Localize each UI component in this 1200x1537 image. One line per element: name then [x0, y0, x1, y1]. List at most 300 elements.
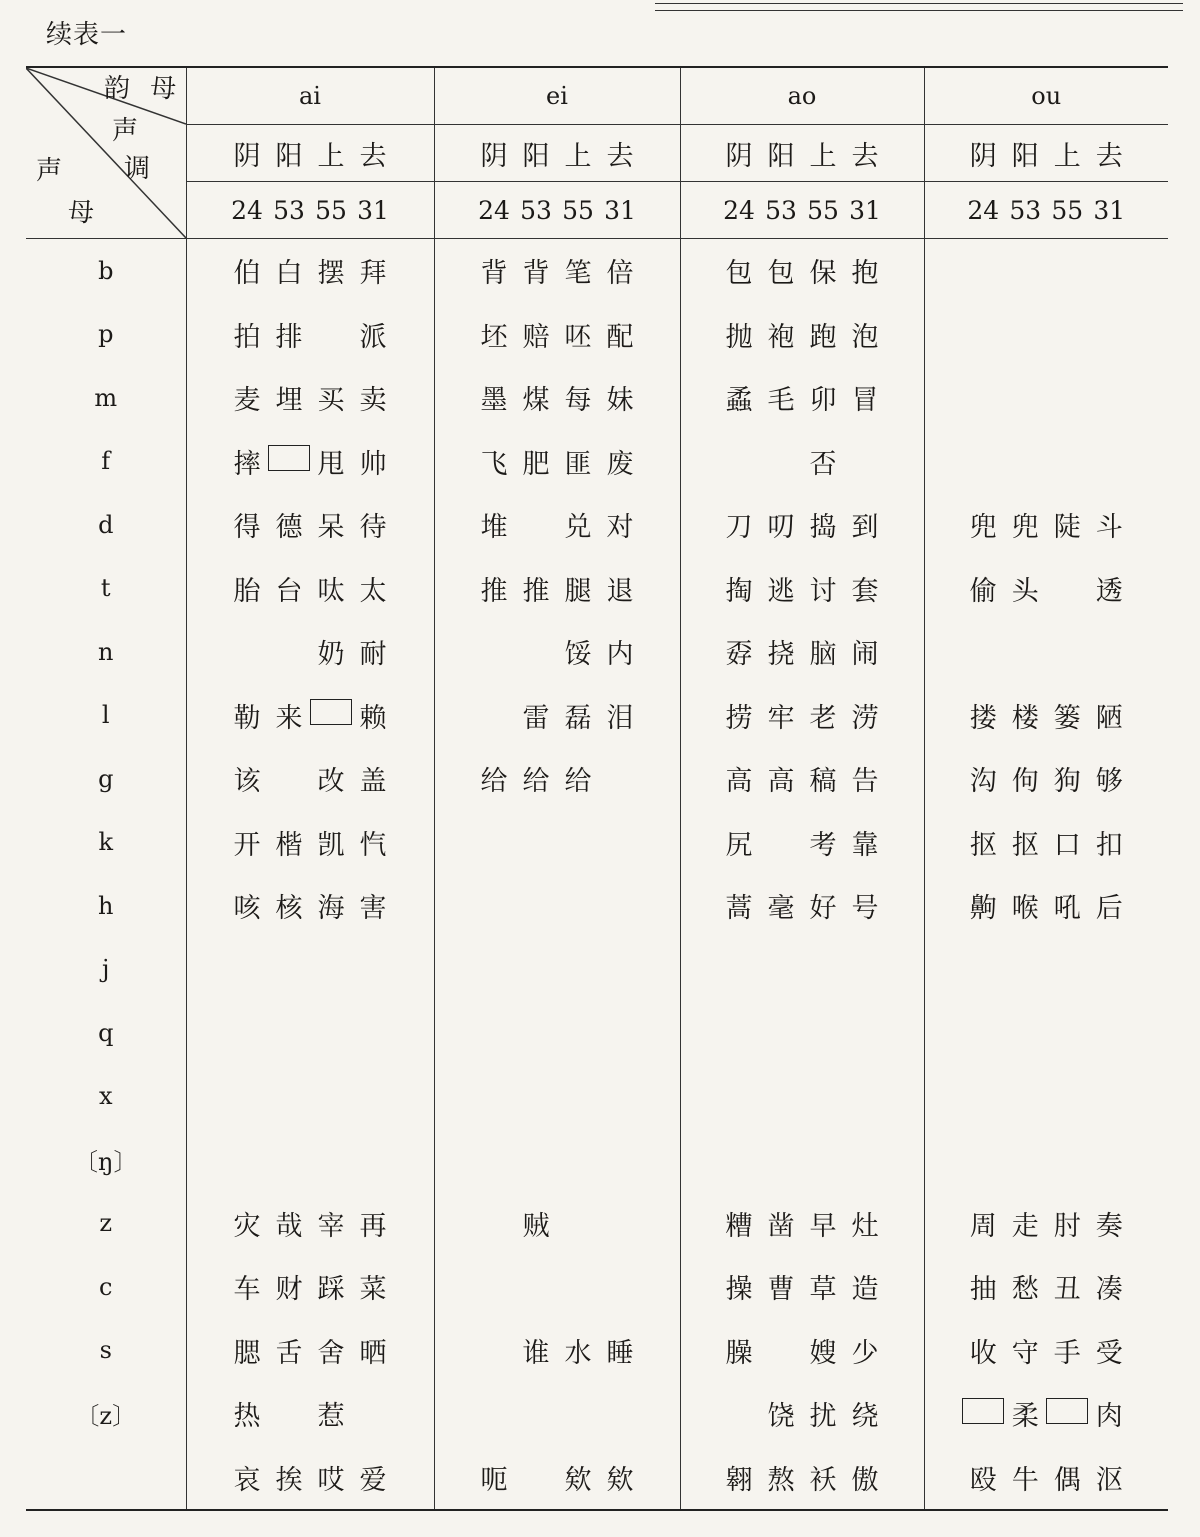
tone-char: 毫 — [767, 893, 795, 925]
initial-label: d — [26, 493, 186, 557]
tone-char: 欸 — [564, 1464, 592, 1496]
tone-char-group — [962, 886, 1130, 925]
syllable-cell — [680, 811, 924, 875]
tone-char: 排 — [275, 321, 303, 353]
tone-char: 偶 — [1053, 1464, 1081, 1496]
tone-char: 兑 — [564, 512, 592, 544]
tone-char-group — [226, 315, 394, 354]
tone-char-group — [962, 696, 1130, 735]
tone-char: 财 — [275, 1274, 303, 1306]
tone-char: 派 — [359, 321, 387, 353]
syllable-cell — [186, 874, 434, 938]
tone-char-group — [226, 823, 394, 862]
tone-char — [599, 759, 641, 798]
tone-char — [718, 442, 760, 481]
table-row — [26, 620, 1168, 684]
missing-char-box — [962, 1394, 1004, 1433]
corner-label-vowel: 韵 母 — [104, 74, 183, 104]
missing-char-box — [1046, 1394, 1088, 1433]
tone-char: 刀 — [725, 512, 753, 544]
syllable-cell — [680, 366, 924, 430]
tone-char: 袍 — [767, 321, 795, 353]
table-row — [26, 1255, 1168, 1319]
tone-char: 妹 — [606, 385, 634, 417]
initial-label: 〔ŋ〕 — [26, 1128, 186, 1192]
syllable-cell — [924, 1128, 1168, 1192]
tone-char: 狗 — [1053, 766, 1081, 798]
tone-char — [1046, 569, 1088, 608]
tone-char-group — [226, 759, 394, 798]
tone-char: 兜 — [1011, 512, 1039, 544]
tone-char-group — [718, 759, 886, 798]
tone-char: 晒 — [359, 1337, 387, 1369]
tone-char-group — [473, 632, 641, 671]
tone-char-group — [226, 1267, 394, 1306]
tone-char — [310, 315, 352, 354]
tone-char: 拍 — [233, 321, 261, 353]
initial-label — [26, 1446, 186, 1511]
syllable-cell — [680, 430, 924, 494]
syllable-cell — [434, 1319, 680, 1383]
table-row — [26, 1319, 1168, 1383]
tone-name-label: 去 — [359, 140, 387, 172]
syllable-cell — [186, 684, 434, 748]
initial-label: f — [26, 430, 186, 494]
tone-char: 翱 — [725, 1464, 753, 1496]
tone-char: 熬 — [767, 1464, 795, 1496]
initial-label: c — [26, 1255, 186, 1319]
tone-name-label: 阴 — [480, 140, 508, 172]
syllable-cell — [924, 303, 1168, 367]
tone-char: 殴 — [969, 1464, 997, 1496]
syllable-cell — [680, 1446, 924, 1511]
syllable-cell — [186, 1255, 434, 1319]
tone-char: 摆 — [317, 258, 345, 290]
tone-value-label: 31 — [357, 195, 389, 225]
syllable-cell — [186, 303, 434, 367]
tone-char: 爱 — [359, 1464, 387, 1496]
syllable-cell — [434, 239, 680, 303]
tone-char: 考 — [809, 829, 837, 861]
table-row — [26, 1192, 1168, 1256]
table-row — [26, 1446, 1168, 1511]
vowel-header-ao: ao — [680, 67, 924, 125]
syllable-cell — [186, 493, 434, 557]
syllable-cell — [680, 938, 924, 1002]
tone-value-label: 31 — [1093, 195, 1126, 225]
syllable-cell — [434, 493, 680, 557]
tone-char: 给 — [480, 766, 508, 798]
syllable-cell — [434, 811, 680, 875]
tone-char: 凿 — [767, 1210, 795, 1242]
tone-char: 宰 — [317, 1210, 345, 1242]
tone-name-label: 上 — [1053, 140, 1081, 172]
tone-char: 对 — [606, 512, 634, 544]
initial-label: 〔z〕 — [26, 1382, 186, 1446]
tone-char: 够 — [1095, 766, 1123, 798]
tone-char: 陋 — [1095, 702, 1123, 734]
syllable-cell — [924, 1382, 1168, 1446]
syllable-cell — [434, 874, 680, 938]
syllable-cell — [680, 1128, 924, 1192]
syllable-cell — [434, 1001, 680, 1065]
tone-char-group — [226, 886, 394, 925]
tone-char: 陡 — [1053, 512, 1081, 544]
syllable-cell — [680, 239, 924, 303]
tone-char: 高 — [725, 766, 753, 798]
tone-char: 呔 — [317, 575, 345, 607]
tone-char: 傲 — [851, 1464, 879, 1496]
tone-char: 凑 — [1095, 1274, 1123, 1306]
tone-char: 赔 — [522, 321, 550, 353]
tone-char: 太 — [359, 575, 387, 607]
tone-char-group — [473, 1204, 641, 1243]
tone-char-group — [962, 1204, 1130, 1243]
tone-char: 捣 — [809, 512, 837, 544]
syllable-cell — [186, 1446, 434, 1511]
tone-char: 呸 — [564, 321, 592, 353]
tone-char: 卖 — [359, 385, 387, 417]
tone-char: 舌 — [275, 1337, 303, 1369]
tone-name-cell — [434, 125, 680, 182]
tone-char: 受 — [1095, 1337, 1123, 1369]
tone-char — [515, 1458, 557, 1497]
table-row — [26, 1382, 1168, 1446]
initial-label: l — [26, 684, 186, 748]
tone-char: 造 — [851, 1274, 879, 1306]
tone-char: 老 — [809, 702, 837, 734]
tone-char-group — [718, 1458, 886, 1497]
tone-value-cell — [186, 182, 434, 239]
tone-char — [718, 1394, 760, 1433]
top-rule-decoration — [655, 3, 1183, 11]
tone-char: 热 — [233, 1401, 261, 1433]
missing-char-box — [310, 696, 352, 735]
syllable-cell — [434, 684, 680, 748]
syllable-cell — [434, 1065, 680, 1129]
syllable-cell — [680, 1382, 924, 1446]
syllable-cell — [186, 620, 434, 684]
tone-char: 退 — [606, 575, 634, 607]
syllable-cell — [680, 1255, 924, 1319]
tone-value-label: 53 — [1009, 195, 1042, 225]
tone-char: 哀 — [233, 1464, 261, 1496]
tone-char: 舍 — [317, 1337, 345, 1369]
syllable-cell — [434, 938, 680, 1002]
tone-char: 抠 — [1011, 829, 1039, 861]
tone-char: 跑 — [809, 321, 837, 353]
tone-char: 水 — [564, 1337, 592, 1369]
tone-value-cell — [434, 182, 680, 239]
syllable-cell — [186, 557, 434, 621]
tone-char: 讨 — [809, 575, 837, 607]
tone-char: 灾 — [233, 1210, 261, 1242]
tone-char: 背 — [480, 258, 508, 290]
tone-char: 匪 — [564, 448, 592, 480]
tone-char — [760, 442, 802, 481]
tone-char: 号 — [851, 893, 879, 925]
syllable-cell — [924, 1319, 1168, 1383]
tone-value-label: 24 — [723, 195, 755, 225]
tone-char: 哉 — [275, 1210, 303, 1242]
corner-label-tone-2: 调 — [124, 154, 151, 184]
syllable-cell — [680, 874, 924, 938]
tone-char — [473, 1331, 515, 1370]
tone-char-group — [473, 315, 641, 354]
tone-value-cell — [924, 182, 1168, 239]
tone-char-group — [473, 1458, 641, 1497]
tone-name-label: 阳 — [767, 140, 795, 172]
tone-char: 改 — [317, 766, 345, 798]
tone-name-group — [962, 134, 1130, 173]
syllable-cell — [186, 1192, 434, 1256]
tone-char: 曹 — [767, 1274, 795, 1306]
syllable-cell — [924, 747, 1168, 811]
tone-char-group — [473, 251, 641, 290]
table-row — [26, 493, 1168, 557]
tone-char-group — [226, 1331, 394, 1370]
tone-char: 害 — [359, 893, 387, 925]
tone-char: 笔 — [564, 258, 592, 290]
syllable-cell — [680, 684, 924, 748]
tone-char: 嫂 — [809, 1337, 837, 1369]
tone-char: 雷 — [522, 702, 550, 734]
tone-char: 灶 — [851, 1210, 879, 1242]
syllable-cell — [924, 366, 1168, 430]
tone-name-group — [718, 134, 886, 173]
tone-char-group — [473, 569, 641, 608]
corner-label-initial-2: 母 — [68, 198, 95, 228]
syllable-cell — [924, 1446, 1168, 1511]
tone-char-group — [718, 632, 886, 671]
tone-char: 踩 — [317, 1274, 345, 1306]
tone-char: 偷 — [969, 575, 997, 607]
initial-label: x — [26, 1065, 186, 1129]
tone-char: 飞 — [480, 448, 508, 480]
table-row — [26, 1001, 1168, 1065]
tone-char: 待 — [359, 512, 387, 544]
tone-char: 赖 — [359, 702, 387, 734]
tone-char: 泪 — [606, 702, 634, 734]
tone-char — [352, 1394, 394, 1433]
table-row — [26, 938, 1168, 1002]
tone-char: 毛 — [767, 385, 795, 417]
tone-char-group — [718, 1267, 886, 1306]
tone-value-label: 55 — [562, 195, 594, 225]
tone-char: 麦 — [233, 385, 261, 417]
initial-label: j — [26, 938, 186, 1002]
tone-char: 齁 — [969, 893, 997, 925]
tone-char: 包 — [767, 258, 795, 290]
tone-char: 蟊 — [725, 385, 753, 417]
tone-char — [226, 632, 268, 671]
tone-char: 该 — [233, 766, 261, 798]
table-row — [26, 1065, 1168, 1129]
tone-char: 糟 — [725, 1210, 753, 1242]
tone-char: 泡 — [851, 321, 879, 353]
initial-label: k — [26, 811, 186, 875]
tone-name-label: 阳 — [522, 140, 550, 172]
tone-char: 牢 — [767, 702, 795, 734]
tone-char: 挠 — [767, 639, 795, 671]
tone-char: 走 — [1011, 1210, 1039, 1242]
tone-char-group — [473, 696, 641, 735]
tone-value-group — [226, 196, 394, 225]
vowel-header-ou: ou — [924, 67, 1168, 125]
tone-char: 保 — [809, 258, 837, 290]
syllable-cell — [186, 811, 434, 875]
tone-char-group — [962, 1331, 1130, 1370]
tone-value-label: 55 — [807, 195, 839, 225]
syllable-cell — [924, 1255, 1168, 1319]
tone-char: 口 — [1053, 829, 1081, 861]
syllable-cell — [924, 684, 1168, 748]
tone-name-label: 去 — [1095, 140, 1123, 172]
tone-char: 台 — [275, 575, 303, 607]
tone-value-label: 31 — [604, 195, 636, 225]
table-row — [26, 430, 1168, 494]
tone-value-group — [718, 196, 886, 225]
tone-char: 蒿 — [725, 893, 753, 925]
table-row — [26, 684, 1168, 748]
tone-char-group — [226, 1458, 394, 1497]
corner-label-tone-1: 声 — [112, 116, 139, 146]
tone-char: 好 — [809, 893, 837, 925]
syllable-cell — [186, 430, 434, 494]
initial-label: b — [26, 239, 186, 303]
tone-char: 捞 — [725, 702, 753, 734]
tone-char: 楷 — [275, 829, 303, 861]
tone-char: 斗 — [1095, 512, 1123, 544]
tone-char: 佝 — [1011, 766, 1039, 798]
tone-char-group — [718, 1331, 886, 1370]
tone-char: 掏 — [725, 575, 753, 607]
tone-char — [268, 1394, 310, 1433]
tone-char: 高 — [767, 766, 795, 798]
table-row — [26, 303, 1168, 367]
table-row — [26, 874, 1168, 938]
syllable-cell — [924, 239, 1168, 303]
tone-char-group — [718, 569, 886, 608]
syllable-cell — [680, 620, 924, 684]
tone-char: 每 — [564, 385, 592, 417]
syllable-cell — [186, 1382, 434, 1446]
tone-name-group — [473, 134, 641, 173]
tone-char: 车 — [233, 1274, 261, 1306]
syllable-cell — [924, 938, 1168, 1002]
tone-char: 篓 — [1053, 702, 1081, 734]
table-header — [26, 67, 1168, 239]
tone-char-group — [718, 1204, 886, 1243]
syllable-cell — [434, 1255, 680, 1319]
tone-char: 兜 — [969, 512, 997, 544]
tone-char: 废 — [606, 448, 634, 480]
tone-char: 墨 — [480, 385, 508, 417]
tone-char-group — [473, 505, 641, 544]
tone-char: 尻 — [725, 829, 753, 861]
table-row — [26, 811, 1168, 875]
syllable-cell — [186, 1001, 434, 1065]
tone-char: 睡 — [606, 1337, 634, 1369]
tone-char: 奶 — [317, 639, 345, 671]
tone-name-label: 阴 — [725, 140, 753, 172]
tone-char: 呃 — [480, 1464, 508, 1496]
tone-char: 欸 — [606, 1464, 634, 1496]
syllable-cell — [680, 1192, 924, 1256]
tone-char: 磊 — [564, 702, 592, 734]
tone-char: 牛 — [1011, 1464, 1039, 1496]
tone-char-group — [226, 505, 394, 544]
initial-label: n — [26, 620, 186, 684]
tone-value-label: 55 — [1051, 195, 1084, 225]
tone-char-group — [226, 1394, 394, 1433]
tone-char: 盖 — [359, 766, 387, 798]
tone-char — [268, 759, 310, 798]
tone-char: 楼 — [1011, 702, 1039, 734]
initial-label: t — [26, 557, 186, 621]
initial-label: p — [26, 303, 186, 367]
table-row — [26, 747, 1168, 811]
tone-char-group — [718, 251, 886, 290]
tone-char: 埋 — [275, 385, 303, 417]
tone-char: 再 — [359, 1210, 387, 1242]
missing-char-box-icon — [962, 1398, 1004, 1424]
tone-char: 否 — [809, 448, 837, 480]
tone-char-group — [226, 632, 394, 671]
syllable-cell — [924, 620, 1168, 684]
tone-char — [557, 1204, 599, 1243]
tone-char-group — [718, 505, 886, 544]
tone-char: 坯 — [480, 321, 508, 353]
tone-char-group — [226, 442, 394, 481]
tone-char: 稿 — [809, 766, 837, 798]
syllable-cell — [924, 557, 1168, 621]
syllable-cell — [434, 1382, 680, 1446]
tone-char: 少 — [851, 1337, 879, 1369]
tone-char: 扰 — [809, 1401, 837, 1433]
tone-char: 闹 — [851, 639, 879, 671]
tone-char-group — [718, 442, 886, 481]
tone-char — [473, 1204, 515, 1243]
tone-char: 菜 — [359, 1274, 387, 1306]
tone-name-label: 去 — [606, 140, 634, 172]
tone-char-group — [718, 823, 886, 862]
table-body — [26, 239, 1168, 1511]
syllable-cell — [434, 620, 680, 684]
tone-name-cell — [924, 125, 1168, 182]
tone-char — [268, 632, 310, 671]
tone-char-group — [226, 378, 394, 417]
tone-char: 呆 — [317, 512, 345, 544]
tone-char: 凯 — [317, 829, 345, 861]
tone-char-group — [962, 1267, 1130, 1306]
tone-char-group — [226, 251, 394, 290]
tone-char: 包 — [725, 258, 753, 290]
tone-char — [473, 632, 515, 671]
tone-char: 涝 — [851, 702, 879, 734]
tone-char: 倍 — [606, 258, 634, 290]
tone-name-label: 上 — [564, 140, 592, 172]
tone-char: 耐 — [359, 639, 387, 671]
tone-char-group — [473, 759, 641, 798]
tone-char: 吼 — [1053, 893, 1081, 925]
tone-char: 头 — [1011, 575, 1039, 607]
tone-char — [515, 505, 557, 544]
tone-char: 核 — [275, 893, 303, 925]
syllable-cell — [924, 811, 1168, 875]
tone-char: 袄 — [809, 1464, 837, 1496]
tone-char: 孬 — [725, 639, 753, 671]
